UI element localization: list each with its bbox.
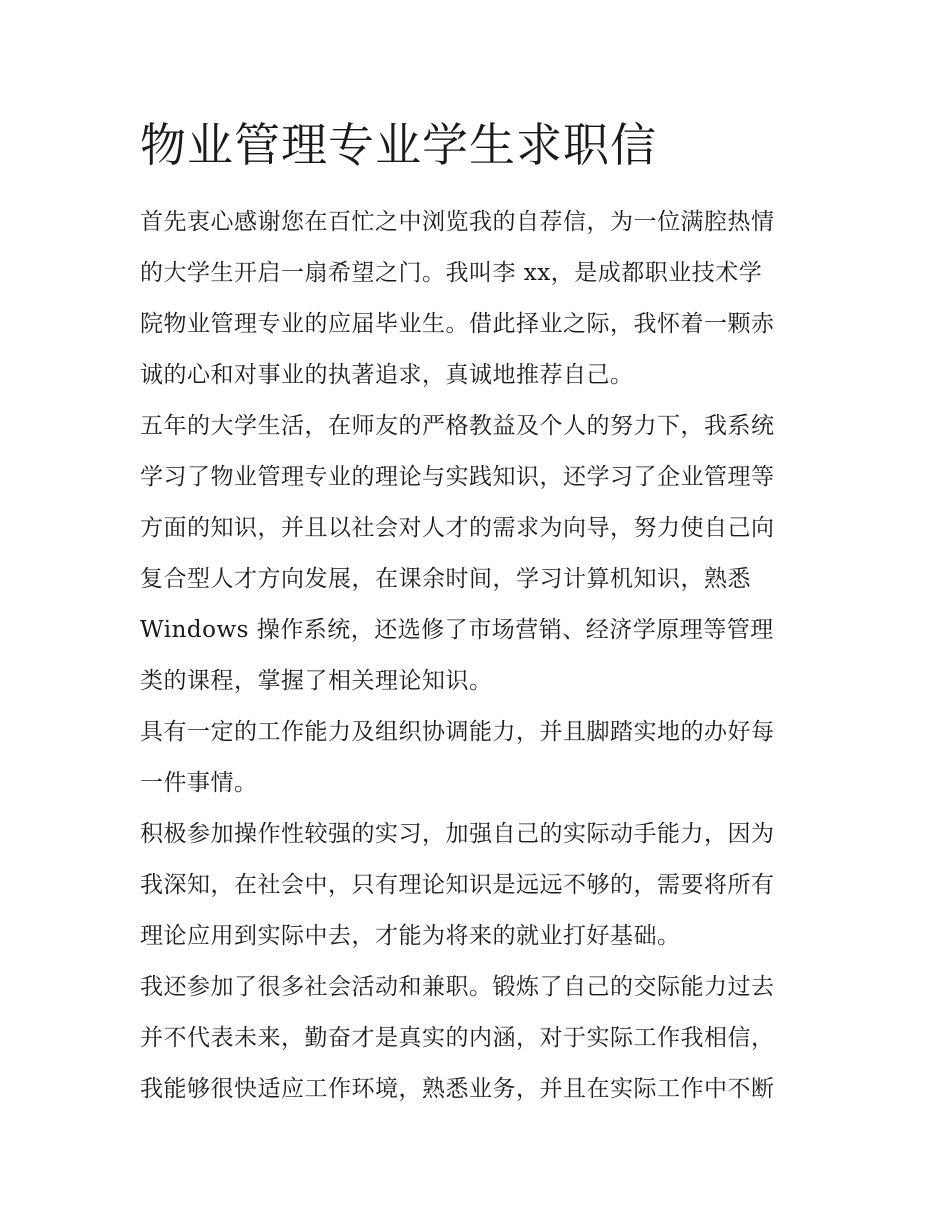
body-line: 理论应用到实际中去，才能为将来的就业打好基础。 [140, 923, 681, 949]
body-line: 我深知，在社会中，只有理论知识是远远不够的，需要将所有 [140, 872, 775, 898]
body-line: 院物业管理专业的应届毕业生。借此择业之际，我怀着一颗赤 [140, 311, 775, 337]
body-line: 复合型人才方向发展，在课余时间，学习计算机知识，熟悉 [140, 566, 751, 592]
body-line: 五年的大学生活，在师友的严格教益及个人的努力下，我系统 [140, 413, 775, 439]
document-body [140, 197, 820, 1115]
body-line: 我还参加了很多社会活动和兼职。锻炼了自己的交际能力过去 [140, 974, 775, 1000]
body-line: 具有一定的工作能力及组织协调能力，并且脚踏实地的办好每 [140, 719, 775, 745]
document-title: 物业管理专业学生求职信 [140, 118, 657, 172]
body-line: Windows 操作系统，还选修了市场营销、经济学原理等管理 [140, 617, 774, 643]
body-line: 一件事情。 [140, 770, 258, 796]
body-line: 积极参加操作性较强的实习，加强自己的实际动手能力，因为 [140, 821, 775, 847]
body-line: 并不代表未来，勤奋才是真实的内涵，对于实际工作我相信， [140, 1025, 775, 1051]
body-line: 类的课程，掌握了相关理论知识。 [140, 668, 493, 694]
body-line: 首先衷心感谢您在百忙之中浏览我的自荐信，为一位满腔热情 [140, 209, 775, 235]
body-line: 诚的心和对事业的执著追求，真诚地推荐自己。 [140, 362, 634, 388]
body-line: 学习了物业管理专业的理论与实践知识，还学习了企业管理等 [140, 464, 775, 490]
body-line: 我能够很快适应工作环境，熟悉业务，并且在实际工作中不断 [140, 1076, 775, 1102]
body-line: 方面的知识，并且以社会对人才的需求为向导，努力使自己向 [140, 515, 775, 541]
body-line: 的大学生开启一扇希望之门。我叫李 xx，是成都职业技术学 [140, 260, 763, 286]
